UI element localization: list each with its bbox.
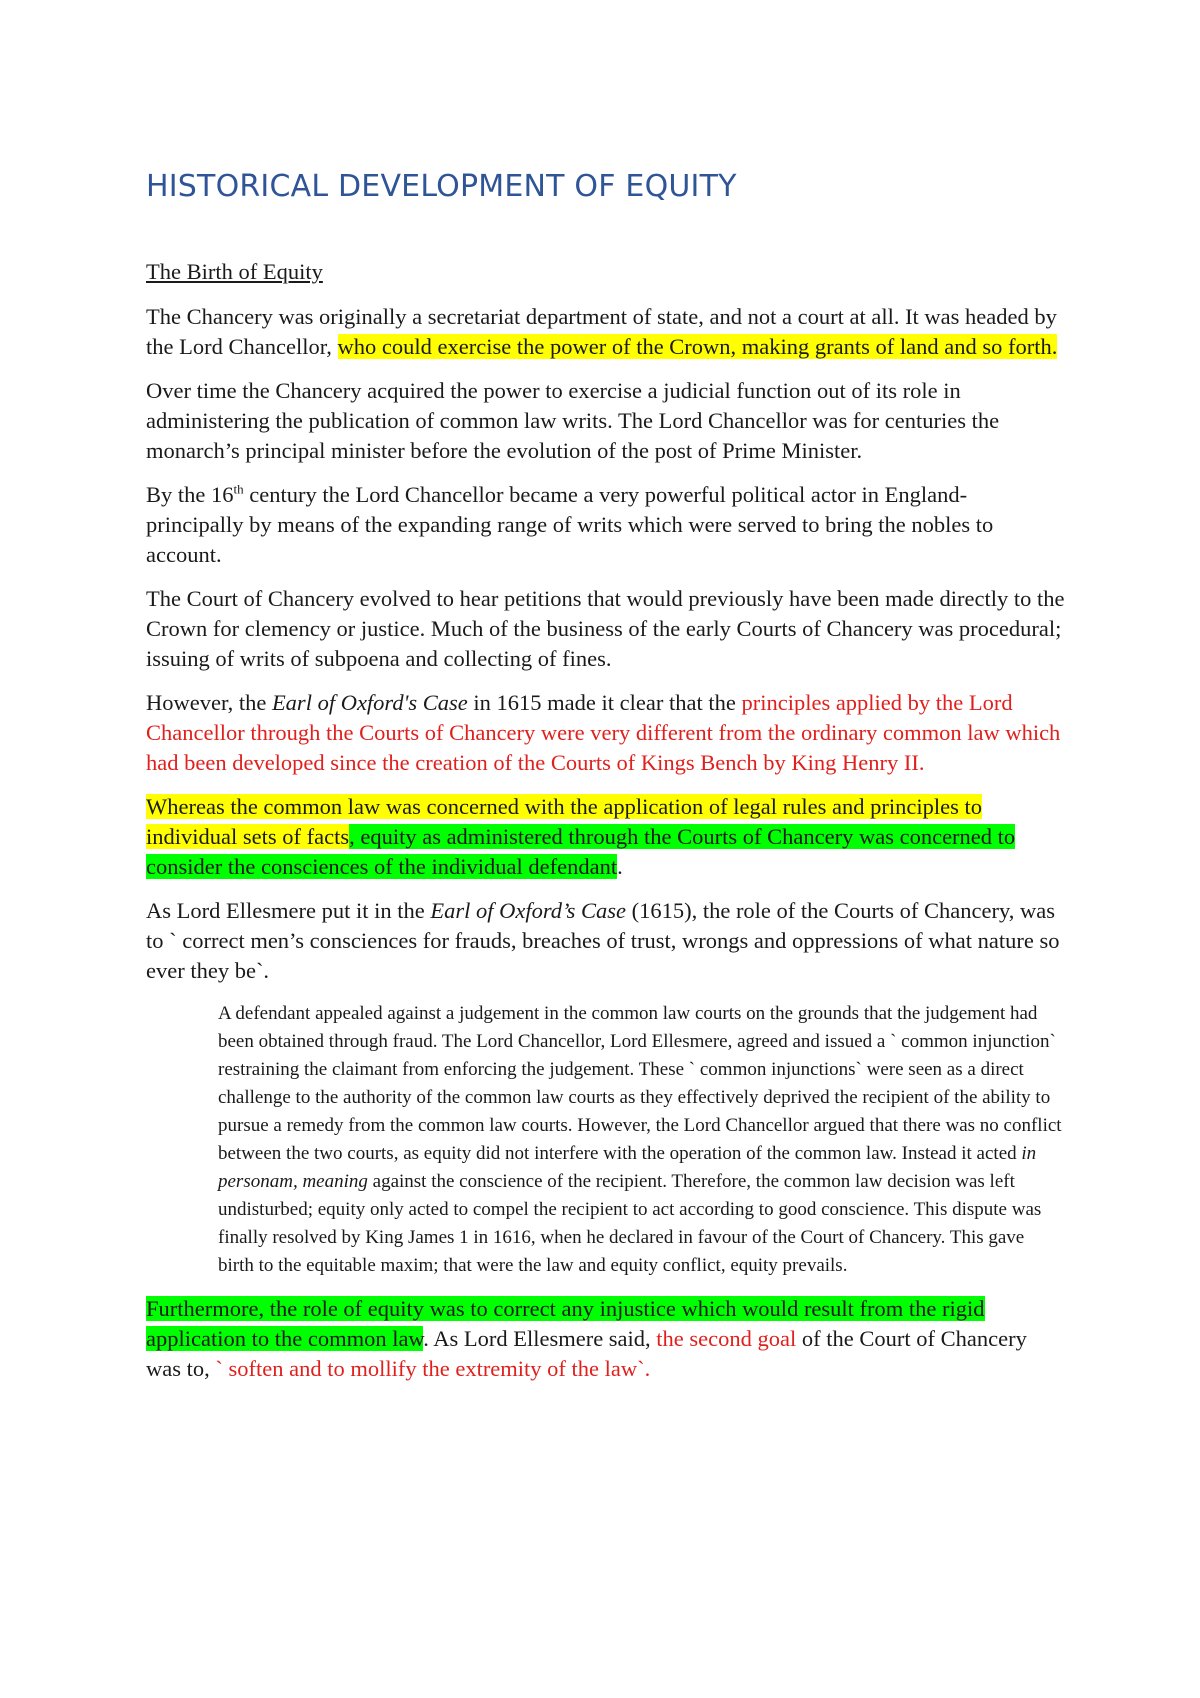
paragraph-common-law-vs-equity: Whereas the common law was concerned with the application of legal rules and principles to individual sets of facts, equity as administered through the Courts of Chancery was concerned to consider the consciences of the individual defendant. xyxy=(146,794,1016,879)
document-body xyxy=(146,302,1066,1398)
case-name: Earl of Oxford's Case xyxy=(271,690,468,715)
highlight-green: , equity as administered through the Courts of Chancery was concerned to consider the consciences of the individual defendant xyxy=(146,824,1016,879)
highlight-yellow: Whereas the common law was concerned with the application of legal rules and principles to individual sets of facts xyxy=(146,794,982,849)
red-text: principles applied by the Lord Chancellor through the Courts of Chancery were very different from the ordinary common law which had been developed since the creation of the Courts of Kings Bench by King Henry II. xyxy=(146,690,1061,775)
page-title: HISTORICAL DEVELOPMENT OF EQUITY xyxy=(146,169,737,204)
paragraph-judicial-function: Over time the Chancery acquired the power to exercise a judicial function out of its role in administering the publication of common law writs. The Lord Chancellor was for centuries the monarch’s principal minister before the evolution of the post of Prime Minister. xyxy=(146,378,1000,463)
paragraph-chancery-origin: The Chancery was originally a secretariat department of state, and not a court at all. It was headed by the Lord Chancellor, who could exercise the power of the Crown, making grants of land and so forth. xyxy=(146,304,1058,359)
red-text: the second goal xyxy=(656,1326,797,1351)
red-text: ` soften and to mollify the extremity of the law`. xyxy=(215,1356,651,1381)
paragraph-earl-of-oxford: However, the Earl of Oxford's Case in 1615 made it clear that the principles applied by the Lord Chancellor through the Courts of Chancery were very different from the ordinary common law which had been developed since the creation of the Courts of Kings Bench by King Henry II. xyxy=(146,690,1061,775)
section-heading: The Birth of Equity xyxy=(146,259,323,284)
italic-text: in personam, meaning xyxy=(218,1143,1037,1192)
paragraph-court-of-chancery: The Court of Chancery evolved to hear petitions that would previously have been made directly to the Crown for clemency or justice. Much of the business of the early Courts of Chancery was procedural; issuing of writs of subpoena and collecting of fines. xyxy=(146,586,1065,671)
paragraph-16th-century: By the 16th century the Lord Chancellor became a very powerful political actor in England- principally by means of the expanding range of writs which were served to bring the nobles to account. xyxy=(146,481,994,567)
case-name: Earl of Oxford’s Case xyxy=(430,898,626,923)
paragraph-role-of-equity: Furthermore, the role of equity was to correct any injustice which would result from the rigid application to the common law. As Lord Ellesmere said, the second goal of the Court of Chancery was to, ` soften and to mollify the extremity of the law`. xyxy=(146,1296,1027,1381)
block-quote: A defendant appealed against a judgement in the common law courts on the grounds that the judgement had been obtained through fraud. The Lord Chancellor, Lord Ellesmere, agreed and issued a ` common injunction` restraining the claimant from enforcing the judgement. These ` common injunctions` were seen as a direct challenge to the authority of the common law courts as they effectively deprived the recipient of the ability to pursue a remedy from the common law courts. However, the Lord Chancellor argued that there was no conflict between the two courts, as equity did not interfere with the operation of the common law. Instead it acted in personam, meaning against the conscience of the recipient. Therefore, the common law decision was left undisturbed; equity only acted to compel the recipient to act according to good conscience. This dispute was finally resolved by King James 1 in 1616, when he declared in favour of the Court of Chancery. This gave birth to the equitable maxim; that were the law and equity conflict, equity prevails. xyxy=(218,1003,1062,1276)
highlight-yellow: who could exercise the power of the Crown, making grants of land and so forth. xyxy=(337,334,1058,359)
paragraph-lord-ellesmere: As Lord Ellesmere put it in the Earl of Oxford’s Case (1615), the role of the Courts of Chancery, was to ` correct men’s consciences for frauds, breaches of trust, wrongs and oppressions of what nature so ever they be`. xyxy=(146,898,1060,983)
highlight-green: Furthermore, the role of equity was to correct any injustice which would result from the rigid application to the common law xyxy=(146,1296,985,1351)
superscript: th xyxy=(233,481,244,497)
